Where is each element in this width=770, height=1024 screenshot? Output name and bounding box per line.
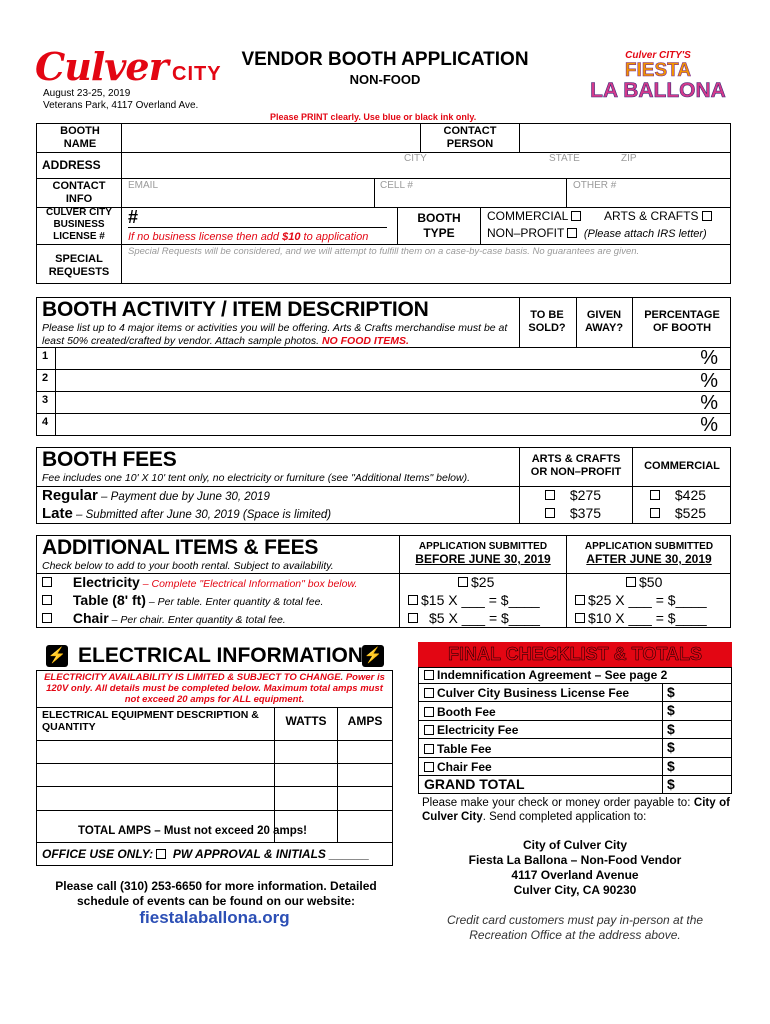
table-fee-dollar: $: [667, 739, 675, 755]
pw-approval-checkbox[interactable]: [156, 849, 166, 859]
table-after-price: $25 X ___ = $____: [588, 592, 707, 608]
chair-label: Chair: [72, 610, 109, 626]
booth-fee-dollar: $: [667, 702, 675, 718]
activity-row-pct-3: %: [700, 392, 718, 414]
nonprofit-label: NON–PROFIT: [487, 226, 565, 240]
checklist-title: FINAL CHECKLIST & TOTALS: [448, 644, 702, 664]
booth-fee-checkbox[interactable]: [424, 707, 434, 717]
grand-total-field[interactable]: [676, 776, 731, 793]
license-fee-dollar: $: [667, 684, 675, 700]
call-info: Please call (310) 253-6650 for more information. Detailed schedule of events can be found on our website:: [55, 879, 377, 908]
chair-before-price: $5 X ___ = $____: [429, 610, 540, 626]
office-use-row: [42, 847, 369, 861]
chair-item[interactable]: [42, 610, 286, 626]
booth-name-label: BOOTH NAME: [60, 125, 100, 150]
checklist-item-2[interactable]: [424, 686, 629, 700]
contact-person-field[interactable]: [520, 124, 730, 151]
activity-row-pct-4: %: [700, 414, 718, 436]
activity-row-num-3: 3: [42, 394, 49, 406]
grand-total-dollar: $: [667, 776, 675, 792]
electrical-warning: ELECTRICITY AVAILABILITY IS LIMITED & SUBJECT TO CHANGE. Power is 120V only. All details must be completed below. Maximum total amps must not exceed 20 amps for ALL equipment.: [44, 672, 385, 705]
print-note: Please PRINT clearly. Use blue or black ink only.: [270, 112, 477, 122]
other-field[interactable]: [567, 179, 730, 206]
booth-fees-desc: Fee includes one 10' X 10' tent only, no electricity or furniture (see "Additional Items" below).: [42, 472, 470, 484]
office-use-label: OFFICE USE ONLY:: [42, 847, 154, 861]
activity-row-pct-2: %: [700, 370, 718, 392]
zip-label: ZIP: [621, 153, 637, 164]
pay-c: . Send completed application to:: [482, 811, 647, 823]
arts-crafts-checkbox[interactable]: [702, 211, 712, 221]
state-label: STATE: [549, 153, 580, 164]
credit-card-note: Credit card customers must pay in-person at the Recreation Office at the address above.: [446, 913, 704, 942]
electricity-item[interactable]: [42, 574, 357, 590]
event-dates: August 23-25, 2019: [43, 88, 131, 99]
address-field[interactable]: [122, 153, 730, 177]
grand-total-label: GRAND TOTAL: [424, 776, 525, 792]
regular-arts-price: $275: [569, 487, 602, 503]
cell-field[interactable]: [375, 179, 565, 206]
checklist-item-4[interactable]: [424, 723, 518, 737]
commercial-header: COMMERCIAL: [644, 460, 720, 472]
pw-approval-label: PW APPROVAL & INITIALS ______: [172, 847, 370, 861]
activity-row-field-1[interactable]: [56, 348, 676, 368]
activity-row-num-2: 2: [42, 372, 49, 384]
electricity-before-option[interactable]: [458, 574, 494, 590]
contact-info-label: CONTACT INFO: [52, 180, 106, 205]
indemnification-checkbox[interactable]: [424, 670, 434, 680]
address-label: ADDRESS: [42, 158, 101, 172]
late-commercial-price: $525: [674, 505, 707, 521]
address-line-2: Fiesta La Ballona – Non-Food Vendor: [468, 853, 682, 867]
activity-desc-text: Please list up to 4 major items or activities you will be offering. Arts & Crafts merchandise must be at least 50% created/crafted by vendor. Attach sample photos.: [42, 322, 508, 347]
fiesta-logo: [588, 50, 728, 108]
other-label: OTHER #: [573, 180, 617, 191]
additional-items-title: ADDITIONAL ITEMS & FEES: [42, 536, 319, 559]
checklist-item-4-label: Electricity Fee: [437, 723, 519, 737]
chair-after-price: $10 X ___ = $____: [588, 610, 707, 626]
activity-row-num-4: 4: [42, 416, 49, 428]
email-field[interactable]: [122, 179, 373, 206]
contact-person-label: CONTACT PERSON: [443, 125, 497, 150]
table-after-option[interactable]: [575, 592, 707, 608]
table-item[interactable]: [42, 592, 323, 608]
table-before-price: $15 X ___ = $____: [421, 592, 540, 608]
checklist-item-6-label: Chair Fee: [437, 760, 492, 774]
commercial-label: COMMERCIAL: [487, 209, 568, 223]
regular-fee-label: [42, 487, 270, 505]
table-before-option[interactable]: [408, 592, 540, 608]
equipment-row-3[interactable]: [37, 787, 273, 809]
chair-after-option[interactable]: [575, 610, 707, 626]
chair-checkbox[interactable]: [42, 613, 52, 623]
regular-arts-option[interactable]: [545, 487, 601, 503]
electricity-before-price: $25: [471, 574, 495, 590]
address-line-4: Culver City, CA 90230: [513, 883, 637, 897]
electricity-before-checkbox[interactable]: [458, 577, 468, 587]
license-note-a: If no business license then add: [128, 231, 283, 243]
special-requests-field[interactable]: [122, 258, 730, 283]
equipment-header: ELECTRICAL EQUIPMENT DESCRIPTION & QUANTITY: [42, 709, 259, 733]
chair-note: – Per chair. Enter quantity & total fee.: [108, 614, 286, 626]
page-title: VENDOR BOOTH APPLICATION: [241, 49, 529, 70]
activity-row-field-2[interactable]: [56, 370, 676, 390]
electricity-fee-checkbox[interactable]: [424, 725, 434, 735]
email-label: EMAIL: [128, 180, 159, 191]
before-header-b: BEFORE JUNE 30, 2019: [415, 552, 551, 566]
before-header-a: APPLICATION SUBMITTED: [418, 541, 548, 552]
total-amps-label: TOTAL AMPS – Must not exceed 20 amps!: [78, 825, 307, 837]
license-fee-checkbox[interactable]: [424, 688, 434, 698]
table-note: – Per table. Enter quantity & total fee.: [145, 596, 324, 608]
late-note: – Submitted after June 30, 2019 (Space is limited): [72, 509, 332, 521]
regular-label: Regular: [42, 487, 98, 504]
regular-note: – Payment due by June 30, 2019: [97, 491, 270, 503]
booth-type-label: BOOTH TYPE: [417, 211, 461, 240]
logo-word: Culver: [35, 44, 168, 89]
late-commercial-option[interactable]: [650, 505, 706, 521]
late-arts-checkbox[interactable]: [545, 508, 555, 518]
late-arts-option[interactable]: [545, 505, 601, 521]
checklist-item-2-label: Culver City Business License Fee: [437, 686, 630, 700]
activity-row-num-1: 1: [42, 350, 49, 362]
special-requests-note: Special Requests will be considered, and we will attempt to fulfill them on a case-by-case basis. No guarantees are given.: [128, 246, 640, 257]
late-arts-price: $375: [569, 505, 602, 521]
license-note-c: to application: [300, 231, 369, 243]
arts-crafts-label: ARTS & CRAFTS: [604, 209, 699, 223]
pay-b: City of Culver City: [422, 797, 730, 823]
license-note: [128, 231, 368, 243]
electricity-label: Electricity: [72, 574, 140, 590]
equipment-row-1[interactable]: [37, 741, 273, 762]
checklist-item-5-label: Table Fee: [437, 742, 492, 756]
activity-title: BOOTH ACTIVITY / ITEM DESCRIPTION: [42, 298, 429, 321]
page-subtitle: NON-FOOD: [349, 72, 421, 87]
city-label: CITY: [404, 153, 427, 164]
percentage-header: PERCENTAGE OF BOOTH: [644, 309, 720, 334]
table-checkbox[interactable]: [42, 595, 52, 605]
lightning-icon-left: ⚡: [46, 645, 68, 667]
checklist-item-5[interactable]: [424, 742, 491, 756]
electricity-fee-dollar: $: [667, 721, 675, 737]
fiesta-logo-top: Culver CITY'S: [625, 50, 691, 61]
chair-after-checkbox[interactable]: [575, 613, 585, 623]
late-commercial-checkbox[interactable]: [650, 508, 660, 518]
license-note-b: $10: [282, 231, 301, 243]
checklist-title-bar: [418, 642, 732, 667]
address-line-3: 4117 Overland Avenue: [511, 868, 639, 882]
license-label: CULVER CITY BUSINESS LICENSE #: [46, 207, 112, 242]
checklist-item-6[interactable]: [424, 760, 492, 774]
table-after-checkbox[interactable]: [575, 595, 585, 605]
arts-nonprofit-header: ARTS & CRAFTS OR NON–PROFIT: [530, 453, 622, 478]
to-be-sold-header: TO BE SOLD?: [528, 309, 566, 334]
no-food-note: NO FOOD ITEMS.: [321, 335, 409, 347]
nonprofit-checkbox[interactable]: [567, 228, 577, 238]
booth-fees-title: BOOTH FEES: [42, 448, 177, 471]
given-away-header: GIVEN AWAY?: [584, 309, 624, 334]
table-before-checkbox[interactable]: [408, 595, 418, 605]
logo-city: CITY: [172, 63, 222, 85]
checklist-item-1-label: Indemnification Agreement – See page 2: [437, 668, 668, 682]
event-location: Veterans Park, 4117 Overland Ave.: [43, 100, 199, 111]
fiesta-logo-mid: FIESTA: [624, 60, 692, 81]
cell-label: CELL #: [380, 180, 413, 191]
website-link[interactable]: fiestalaballona.org: [139, 908, 290, 927]
booth-name-field[interactable]: [122, 124, 419, 151]
electricity-after-price: $50: [639, 574, 663, 590]
nonprofit-option[interactable]: [487, 226, 707, 240]
chair-before-option[interactable]: [408, 610, 540, 626]
arts-crafts-option[interactable]: [604, 209, 715, 223]
activity-row-pct-1: %: [700, 347, 718, 369]
irs-note: (Please attach IRS letter): [583, 228, 707, 240]
mailing-address: [418, 838, 732, 898]
commercial-checkbox[interactable]: [571, 211, 581, 221]
chair-fee-checkbox[interactable]: [424, 762, 434, 772]
fiesta-logo-bot: LA BALLONA: [590, 79, 726, 102]
electrical-title: ELECTRICAL INFORMATION: [78, 644, 364, 667]
late-fee-label: [42, 505, 331, 523]
regular-arts-checkbox[interactable]: [545, 490, 555, 500]
regular-commercial-checkbox[interactable]: [650, 490, 660, 500]
equipment-row-2[interactable]: [37, 764, 273, 785]
table-label: Table (8' ft): [72, 592, 146, 608]
electricity-note: – Complete "Electrical Information" box below.: [139, 578, 358, 590]
after-header-a: APPLICATION SUBMITTED: [584, 541, 714, 552]
activity-row-field-3[interactable]: [56, 392, 676, 412]
electricity-after-option[interactable]: [626, 574, 662, 590]
amps-header: AMPS: [347, 714, 383, 728]
chair-fee-dollar: $: [667, 758, 675, 774]
before-header: [400, 540, 566, 566]
chair-before-checkbox[interactable]: [408, 613, 418, 623]
after-header-b: AFTER JUNE 30, 2019: [586, 552, 712, 566]
late-label: Late: [42, 505, 73, 522]
lightning-icon-right: ⚡: [362, 645, 384, 667]
additional-items-desc: Check below to add to your booth rental. Subject to availability.: [42, 560, 334, 572]
regular-commercial-price: $425: [674, 487, 707, 503]
address-line-1: City of Culver City: [522, 838, 627, 852]
pay-a: Please make your check or money order payable to:: [422, 797, 691, 809]
special-requests-label: SPECIAL REQUESTS: [48, 253, 110, 278]
checklist-item-3-label: Booth Fee: [437, 705, 496, 719]
regular-commercial-option[interactable]: [650, 487, 706, 503]
electricity-after-checkbox[interactable]: [626, 577, 636, 587]
after-header: [567, 540, 731, 566]
payment-instructions: [422, 796, 730, 824]
table-fee-checkbox[interactable]: [424, 744, 434, 754]
checklist-item-1[interactable]: [424, 668, 667, 682]
license-hash: #: [128, 207, 139, 227]
checklist-item-3[interactable]: [424, 705, 496, 719]
activity-desc: [42, 322, 516, 348]
license-field[interactable]: [142, 209, 387, 227]
commercial-option[interactable]: [487, 209, 584, 223]
watts-header: WATTS: [285, 714, 327, 728]
electricity-checkbox[interactable]: [42, 577, 52, 587]
activity-row-field-4[interactable]: [56, 414, 676, 435]
